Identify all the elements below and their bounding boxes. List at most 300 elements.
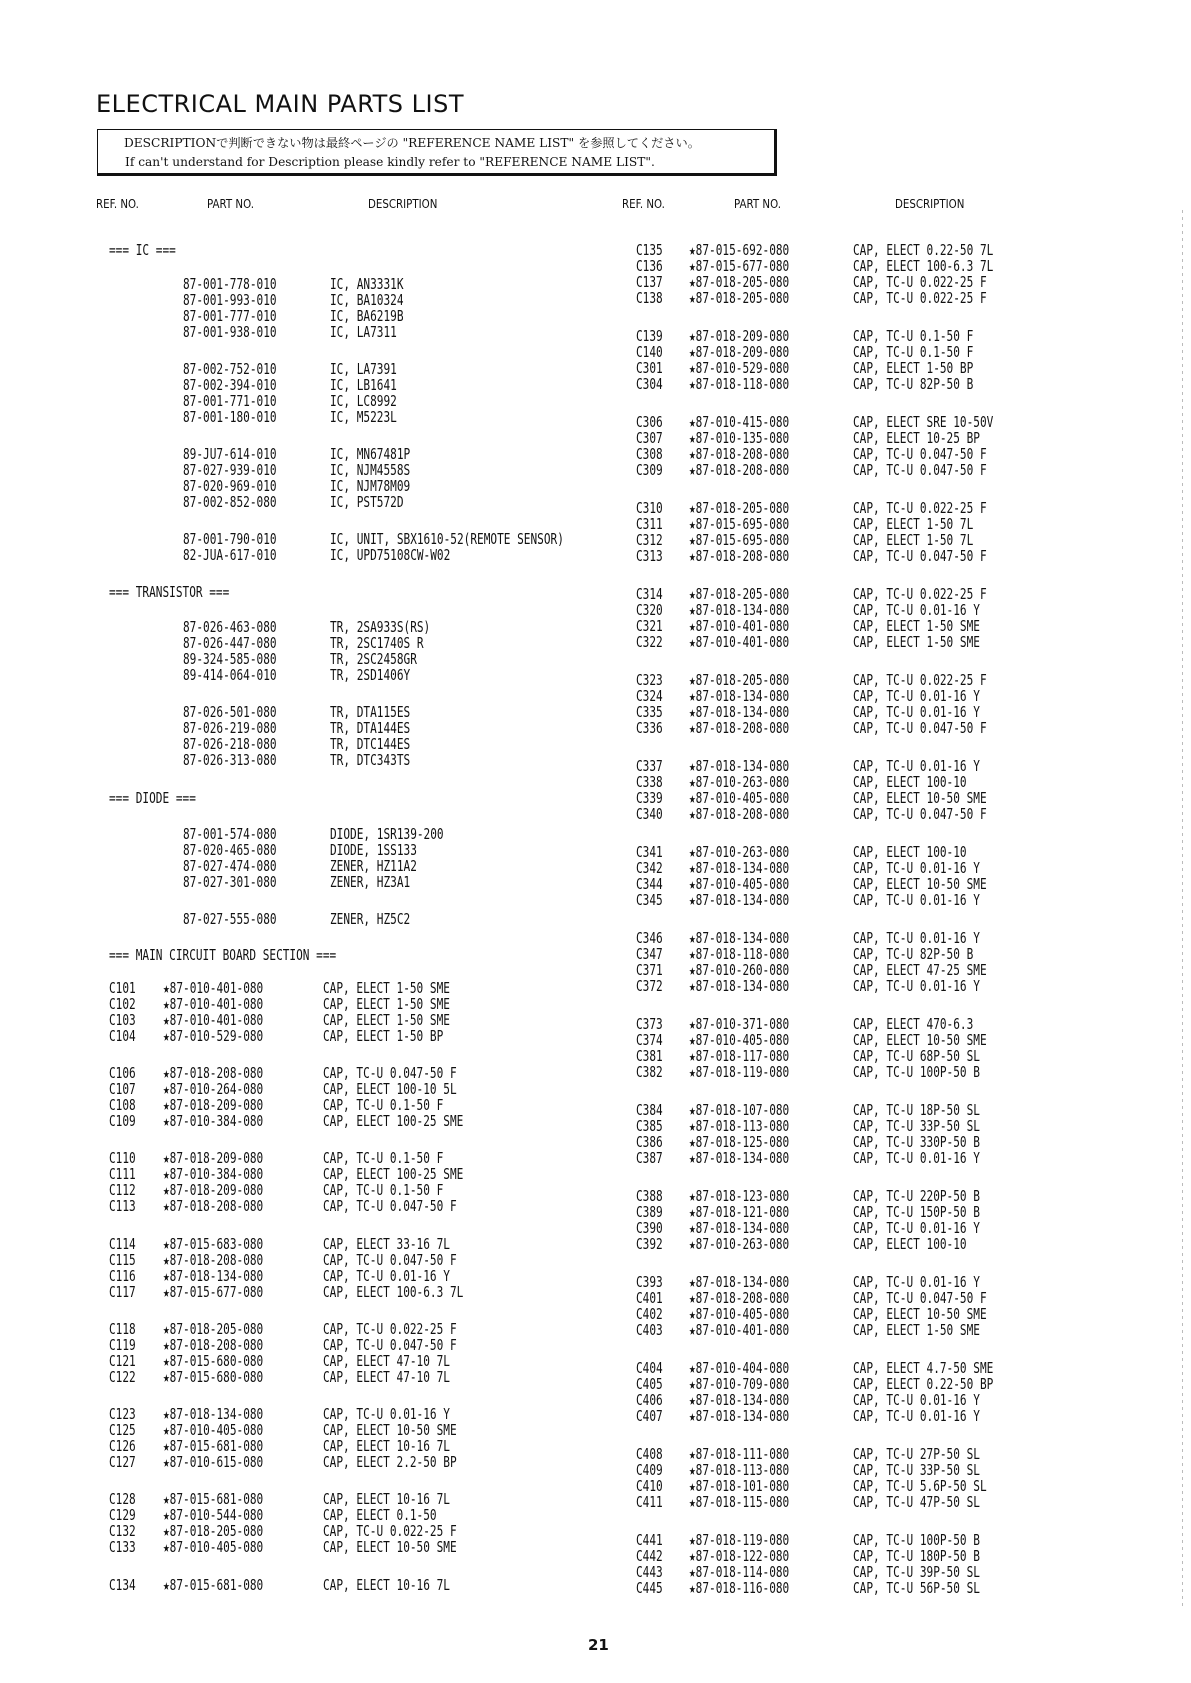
part-no: ★87-010-404-080 [689, 1359, 790, 1377]
part-no: ★87-015-683-080 [163, 1235, 264, 1253]
part-no: 87-020-969-010 [183, 477, 277, 495]
description: CAP, TC-U 68P-50 SL [853, 1047, 980, 1065]
description: CAP, ELECT 10-50 SME [853, 1305, 987, 1323]
description: CAP, TC-U 0.047-50 F [853, 719, 987, 737]
ref-no: C411 [636, 1493, 663, 1511]
part-no: ★87-018-118-080 [689, 375, 790, 393]
description: CAP, TC-U 47P-50 SL [853, 1493, 980, 1511]
description: CAP, TC-U 0.022-25 F [323, 1522, 457, 1540]
ref-no: C372 [636, 977, 663, 995]
part-no: ★87-018-123-080 [689, 1187, 790, 1205]
ref-no: C311 [636, 515, 663, 533]
ref-no: C386 [636, 1133, 663, 1151]
part-no: ★87-018-118-080 [689, 945, 790, 963]
ref-no: C314 [636, 585, 663, 603]
description: CAP, TC-U 0.1-50 F [323, 1181, 444, 1199]
part-no: ★87-018-101-080 [689, 1477, 790, 1495]
ref-no: C112 [109, 1181, 136, 1199]
part-no: ★87-018-134-080 [689, 601, 790, 619]
description: CAP, TC-U 0.01-16 Y [853, 1391, 980, 1409]
part-no: ★87-018-205-080 [689, 273, 790, 291]
ref-no: C103 [109, 1011, 136, 1029]
ref-no: C125 [109, 1421, 136, 1439]
description: CAP, TC-U 33P-50 SL [853, 1117, 980, 1135]
part-no: ★87-018-134-080 [689, 1149, 790, 1167]
description: CAP, TC-U 0.1-50 F [323, 1149, 444, 1167]
part-no: ★87-010-263-080 [689, 1235, 790, 1253]
description: CAP, TC-U 0.1-50 F [853, 343, 974, 361]
description: IC, LB1641 [330, 376, 397, 394]
description: CAP, ELECT 47-10 7L [323, 1368, 450, 1386]
description: CAP, ELECT 10-16 7L [323, 1437, 450, 1455]
description: CAP, TC-U 0.047-50 F [853, 805, 987, 823]
description: CAP, TC-U 100P-50 B [853, 1063, 980, 1081]
description: CAP, TC-U 82P-50 B [853, 945, 974, 963]
description: IC, LA7311 [330, 323, 397, 341]
section-heading: === MAIN CIRCUIT BOARD SECTION === [109, 946, 337, 964]
description: CAP, ELECT 10-50 SME [323, 1421, 457, 1439]
part-no: ★87-018-134-080 [689, 891, 790, 909]
description: CAP, ELECT 100-6.3 7L [853, 257, 994, 275]
description: IC, BA6219B [330, 307, 404, 325]
part-no: 87-027-474-080 [183, 857, 277, 875]
part-no: 87-002-852-080 [183, 493, 277, 511]
part-no: ★87-010-371-080 [689, 1015, 790, 1033]
part-no: ★87-018-205-080 [689, 585, 790, 603]
part-no: ★87-018-134-080 [689, 859, 790, 877]
part-no: ★87-018-205-080 [163, 1320, 264, 1338]
description: CAP, TC-U 0.047-50 F [853, 547, 987, 565]
ref-no: C114 [109, 1235, 136, 1253]
ref-no: C106 [109, 1064, 136, 1082]
ref-no: C310 [636, 499, 663, 517]
description: CAP, ELECT 100-25 SME [323, 1112, 464, 1130]
description: CAP, ELECT 4.7-50 SME [853, 1359, 994, 1377]
description: CAP, TC-U 0.047-50 F [323, 1064, 457, 1082]
ref-no: C304 [636, 375, 663, 393]
ref-no: C393 [636, 1273, 663, 1291]
ref-no: C381 [636, 1047, 663, 1065]
part-no: ★87-018-208-080 [689, 445, 790, 463]
description: IC, AN3331K [330, 275, 404, 293]
page-title: ELECTRICAL MAIN PARTS LIST [96, 90, 464, 118]
description: CAP, TC-U 0.01-16 Y [853, 703, 980, 721]
part-no: 87-002-394-010 [183, 376, 277, 394]
description: CAP, ELECT 47-25 SME [853, 961, 987, 979]
ref-no: C116 [109, 1267, 136, 1285]
part-no: 89-414-064-010 [183, 666, 277, 684]
ref-no: C442 [636, 1547, 663, 1565]
part-no: ★87-018-208-080 [163, 1336, 264, 1354]
section-heading: === IC === [109, 241, 176, 259]
description: CAP, ELECT 1-50 SME [853, 633, 980, 651]
description: CAP, TC-U 0.047-50 F [323, 1251, 457, 1269]
part-no: ★87-010-401-080 [163, 979, 264, 997]
part-no: ★87-015-692-080 [689, 241, 790, 259]
description: CAP, ELECT 470-6.3 [853, 1015, 974, 1033]
part-no: ★87-018-134-080 [163, 1405, 264, 1423]
ref-no: C137 [636, 273, 663, 291]
part-no: ★87-018-208-080 [689, 461, 790, 479]
description: CAP, TC-U 0.047-50 F [323, 1336, 457, 1354]
ref-no: C128 [109, 1490, 136, 1508]
part-no: ★87-018-208-080 [163, 1251, 264, 1269]
part-no: 87-026-218-080 [183, 735, 277, 753]
part-no: ★87-015-681-080 [163, 1437, 264, 1455]
description: CAP, ELECT 1-50 SME [853, 1321, 980, 1339]
description: TR, DTC144ES [330, 735, 411, 753]
ref-no: C123 [109, 1405, 136, 1423]
description: CAP, TC-U 0.01-16 Y [853, 1407, 980, 1425]
part-no: 87-001-938-010 [183, 323, 277, 341]
ref-no: C127 [109, 1453, 136, 1471]
part-no: 87-001-790-010 [183, 530, 277, 548]
ref-no: C336 [636, 719, 663, 737]
part-no: 87-001-771-010 [183, 392, 277, 410]
part-no: ★87-018-122-080 [689, 1547, 790, 1565]
description: IC, NJM4558S [330, 461, 411, 479]
description: CAP, ELECT 10-50 SME [853, 789, 987, 807]
ref-no: C320 [636, 601, 663, 619]
ref-no: C301 [636, 359, 663, 377]
right-header-part: PART NO. [734, 196, 782, 211]
description: CAP, ELECT 100-10 [853, 843, 967, 861]
part-no: ★87-010-263-080 [689, 773, 790, 791]
part-no: ★87-010-135-080 [689, 429, 790, 447]
part-no: ★87-018-134-080 [689, 703, 790, 721]
ref-no: C403 [636, 1321, 663, 1339]
part-no: ★87-010-615-080 [163, 1453, 264, 1471]
part-no: ★87-018-117-080 [689, 1047, 790, 1065]
part-no: ★87-018-134-080 [689, 687, 790, 705]
part-no: ★87-018-209-080 [689, 343, 790, 361]
ref-no: C104 [109, 1027, 136, 1045]
description: CAP, ELECT 100-25 SME [323, 1165, 464, 1183]
part-no: 89-JU7-614-010 [183, 445, 277, 463]
ref-no: C445 [636, 1579, 663, 1597]
ref-no: C307 [636, 429, 663, 447]
ref-no: C121 [109, 1352, 136, 1370]
description: TR, 2SD1406Y [330, 666, 411, 684]
part-no: 87-026-501-080 [183, 703, 277, 721]
description: CAP, TC-U 100P-50 B [853, 1531, 980, 1549]
section-heading: === TRANSISTOR === [109, 583, 230, 601]
part-no: ★87-010-401-080 [689, 633, 790, 651]
ref-no: C407 [636, 1407, 663, 1425]
description: CAP, ELECT 1-50 SME [323, 1011, 450, 1029]
part-no: ★87-015-677-080 [163, 1283, 264, 1301]
description: CAP, ELECT 1-50 7L [853, 531, 974, 549]
description: CAP, TC-U 180P-50 B [853, 1547, 980, 1565]
description: TR, DTC343TS [330, 751, 411, 769]
ref-no: C443 [636, 1563, 663, 1581]
description: IC, MN67481P [330, 445, 411, 463]
reference-note-box [97, 129, 777, 176]
ref-no: C382 [636, 1063, 663, 1081]
description: CAP, TC-U 0.047-50 F [853, 461, 987, 479]
part-no: ★87-018-119-080 [689, 1531, 790, 1549]
description: CAP, ELECT 1-50 BP [853, 359, 974, 377]
ref-no: C101 [109, 979, 136, 997]
description: CAP, TC-U 0.01-16 Y [323, 1405, 450, 1423]
description: CAP, ELECT 0.1-50 [323, 1506, 437, 1524]
right-header-ref: REF. NO. [622, 196, 665, 211]
description: CAP, TC-U 330P-50 B [853, 1133, 980, 1151]
part-no: ★87-018-125-080 [689, 1133, 790, 1151]
part-no: ★87-010-405-080 [689, 1305, 790, 1323]
ref-no: C344 [636, 875, 663, 893]
ref-no: C323 [636, 671, 663, 689]
ref-no: C102 [109, 995, 136, 1013]
description: IC, UNIT, SBX1610-52(REMOTE SENSOR) [330, 530, 564, 548]
description: CAP, ELECT 10-16 7L [323, 1490, 450, 1508]
ref-no: C109 [109, 1112, 136, 1130]
part-no: ★87-018-208-080 [689, 805, 790, 823]
description: TR, 2SA933S(RS) [330, 618, 431, 636]
part-no: ★87-010-544-080 [163, 1506, 264, 1524]
left-header-desc: DESCRIPTION [368, 196, 438, 211]
part-no: ★87-010-401-080 [689, 617, 790, 635]
ref-no: C108 [109, 1096, 136, 1114]
part-no: ★87-010-405-080 [163, 1421, 264, 1439]
ref-no: C113 [109, 1197, 136, 1215]
part-no: ★87-018-208-080 [163, 1197, 264, 1215]
part-no: ★87-010-709-080 [689, 1375, 790, 1393]
description: CAP, ELECT 47-10 7L [323, 1352, 450, 1370]
description: CAP, TC-U 0.01-16 Y [853, 757, 980, 775]
part-no: ★87-018-209-080 [163, 1181, 264, 1199]
ref-no: C111 [109, 1165, 136, 1183]
ref-no: C117 [109, 1283, 136, 1301]
description: TR, DTA115ES [330, 703, 411, 721]
ref-no: C401 [636, 1289, 663, 1307]
description: CAP, ELECT 100-10 5L [323, 1080, 457, 1098]
description: CAP, TC-U 0.01-16 Y [853, 929, 980, 947]
ref-no: C405 [636, 1375, 663, 1393]
ref-no: C312 [636, 531, 663, 549]
ref-no: C389 [636, 1203, 663, 1221]
description: CAP, TC-U 0.1-50 F [853, 327, 974, 345]
ref-no: C374 [636, 1031, 663, 1049]
section-heading: === DIODE === [109, 789, 196, 807]
part-no: 87-026-447-080 [183, 634, 277, 652]
part-no: ★87-018-134-080 [163, 1267, 264, 1285]
part-no: ★87-010-263-080 [689, 843, 790, 861]
description: ZENER, HZ11A2 [330, 857, 417, 875]
part-no: 87-001-993-010 [183, 291, 277, 309]
ref-no: C335 [636, 703, 663, 721]
description: CAP, TC-U 0.047-50 F [323, 1197, 457, 1215]
part-no: ★87-018-113-080 [689, 1461, 790, 1479]
part-no: ★87-018-208-080 [163, 1064, 264, 1082]
ref-no: C406 [636, 1391, 663, 1409]
description: CAP, TC-U 39P-50 SL [853, 1563, 980, 1581]
ref-no: C140 [636, 343, 663, 361]
description: CAP, TC-U 27P-50 SL [853, 1445, 980, 1463]
ref-no: C313 [636, 547, 663, 565]
description: CAP, ELECT 100-10 [853, 773, 967, 791]
ref-no: C338 [636, 773, 663, 791]
description: CAP, ELECT 1-50 7L [853, 515, 974, 533]
part-no: ★87-018-111-080 [689, 1445, 790, 1463]
description: CAP, TC-U 0.01-16 Y [853, 687, 980, 705]
ref-no: C133 [109, 1538, 136, 1556]
ref-no: C135 [636, 241, 663, 259]
ref-no: C136 [636, 257, 663, 275]
ref-no: C404 [636, 1359, 663, 1377]
ref-no: C107 [109, 1080, 136, 1098]
part-no: ★87-018-209-080 [689, 327, 790, 345]
description: IC, LA7391 [330, 360, 397, 378]
description: CAP, TC-U 0.022-25 F [853, 273, 987, 291]
part-no: 87-027-301-080 [183, 873, 277, 891]
description: TR, 2SC1740S R [330, 634, 424, 652]
description: CAP, ELECT 33-16 7L [323, 1235, 450, 1253]
left-header-part: PART NO. [207, 196, 255, 211]
description: CAP, TC-U 0.022-25 F [853, 499, 987, 517]
part-no: ★87-010-384-080 [163, 1165, 264, 1183]
part-no: ★87-018-134-080 [689, 1391, 790, 1409]
part-no: ★87-010-405-080 [689, 1031, 790, 1049]
part-no: ★87-010-401-080 [163, 1011, 264, 1029]
description: CAP, TC-U 0.047-50 F [853, 1289, 987, 1307]
part-no: ★87-010-529-080 [163, 1027, 264, 1045]
ref-no: C122 [109, 1368, 136, 1386]
description: CAP, ELECT SRE 10-50V [853, 413, 994, 431]
part-no: 89-324-585-080 [183, 650, 277, 668]
part-no: 87-027-555-080 [183, 910, 277, 928]
part-no: ★87-018-134-080 [689, 1273, 790, 1291]
part-no: ★87-015-680-080 [163, 1352, 264, 1370]
ref-no: C119 [109, 1336, 136, 1354]
description: CAP, TC-U 18P-50 SL [853, 1101, 980, 1119]
description: CAP, TC-U 0.01-16 Y [853, 1273, 980, 1291]
ref-no: C409 [636, 1461, 663, 1479]
ref-no: C388 [636, 1187, 663, 1205]
part-no: 87-026-463-080 [183, 618, 277, 636]
description: IC, M5223L [330, 408, 397, 426]
part-no: 87-027-939-010 [183, 461, 277, 479]
description: CAP, ELECT 10-16 7L [323, 1576, 450, 1594]
part-no: ★87-018-114-080 [689, 1563, 790, 1581]
description: CAP, TC-U 5.6P-50 SL [853, 1477, 987, 1495]
ref-no: C306 [636, 413, 663, 431]
part-no: ★87-018-134-080 [689, 977, 790, 995]
ref-no: C309 [636, 461, 663, 479]
description: CAP, ELECT 10-50 SME [853, 875, 987, 893]
description: IC, NJM78M09 [330, 477, 411, 495]
ref-no: C402 [636, 1305, 663, 1323]
ref-no: C347 [636, 945, 663, 963]
description: CAP, TC-U 220P-50 B [853, 1187, 980, 1205]
ref-no: C384 [636, 1101, 663, 1119]
description: CAP, TC-U 0.01-16 Y [853, 1219, 980, 1237]
right-header-desc: DESCRIPTION [895, 196, 965, 211]
part-no: ★87-018-115-080 [689, 1493, 790, 1511]
ref-no: C308 [636, 445, 663, 463]
ref-no: C371 [636, 961, 663, 979]
description: TR, DTA144ES [330, 719, 411, 737]
description: CAP, TC-U 0.022-25 F [323, 1320, 457, 1338]
part-no: ★87-010-405-080 [689, 875, 790, 893]
description: CAP, ELECT 1-50 BP [323, 1027, 444, 1045]
part-no: ★87-018-208-080 [689, 1289, 790, 1307]
description: CAP, TC-U 150P-50 B [853, 1203, 980, 1221]
description: CAP, TC-U 0.01-16 Y [323, 1267, 450, 1285]
part-no: ★87-018-205-080 [163, 1522, 264, 1540]
part-no: ★87-018-208-080 [689, 547, 790, 565]
part-no: ★87-010-529-080 [689, 359, 790, 377]
description: CAP, TC-U 0.022-25 F [853, 585, 987, 603]
description: CAP, ELECT 1-50 SME [853, 617, 980, 635]
description: CAP, ELECT 10-50 SME [853, 1031, 987, 1049]
ref-no: C110 [109, 1149, 136, 1167]
left-header-ref: REF. NO. [96, 196, 139, 211]
description: CAP, ELECT 0.22-50 BP [853, 1375, 994, 1393]
description: CAP, TC-U 0.1-50 F [323, 1096, 444, 1114]
ref-no: C346 [636, 929, 663, 947]
part-no: ★87-018-205-080 [689, 289, 790, 307]
part-no: ★87-010-405-080 [163, 1538, 264, 1556]
ref-no: C118 [109, 1320, 136, 1338]
ref-no: C408 [636, 1445, 663, 1463]
ref-no: C340 [636, 805, 663, 823]
description: ZENER, HZ3A1 [330, 873, 411, 891]
note-line-japanese: DESCRIPTIONで判断できない物は最終ページの "REFERENCE NAME LIST" を参照してください。 [124, 136, 700, 150]
ref-no: C345 [636, 891, 663, 909]
description: IC, UPD75108CW-W02 [330, 546, 451, 564]
part-no: 87-026-219-080 [183, 719, 277, 737]
part-no: ★87-015-681-080 [163, 1576, 264, 1594]
description: TR, 2SC2458GR [330, 650, 417, 668]
ref-no: C324 [636, 687, 663, 705]
ref-no: C385 [636, 1117, 663, 1135]
ref-no: C126 [109, 1437, 136, 1455]
part-no: ★87-018-205-080 [689, 499, 790, 517]
ref-no: C322 [636, 633, 663, 651]
part-no: ★87-018-107-080 [689, 1101, 790, 1119]
ref-no: C392 [636, 1235, 663, 1253]
description: CAP, ELECT 0.22-50 7L [853, 241, 994, 259]
ref-no: C138 [636, 289, 663, 307]
ref-no: C115 [109, 1251, 136, 1269]
page-number: 21 [588, 1636, 609, 1654]
description: CAP, ELECT 100-6.3 7L [323, 1283, 464, 1301]
description: CAP, TC-U 0.022-25 F [853, 289, 987, 307]
description: CAP, TC-U 82P-50 B [853, 375, 974, 393]
description: CAP, ELECT 100-10 [853, 1235, 967, 1253]
part-no: ★87-018-134-080 [689, 757, 790, 775]
part-no: 82-JUA-617-010 [183, 546, 277, 564]
part-no: ★87-010-264-080 [163, 1080, 264, 1098]
description: ZENER, HZ5C2 [330, 910, 411, 928]
part-no: ★87-018-119-080 [689, 1063, 790, 1081]
part-no: ★87-015-681-080 [163, 1490, 264, 1508]
part-no: ★87-015-695-080 [689, 531, 790, 549]
description: CAP, TC-U 0.01-16 Y [853, 1149, 980, 1167]
description: CAP, TC-U 0.01-16 Y [853, 891, 980, 909]
ref-no: C387 [636, 1149, 663, 1167]
ref-no: C441 [636, 1531, 663, 1549]
part-no: ★87-018-208-080 [689, 719, 790, 737]
description: DIODE, 1SS133 [330, 841, 417, 859]
description: CAP, TC-U 33P-50 SL [853, 1461, 980, 1479]
part-no: 87-026-313-080 [183, 751, 277, 769]
description: CAP, TC-U 0.01-16 Y [853, 977, 980, 995]
description: CAP, TC-U 0.022-25 F [853, 671, 987, 689]
part-no: ★87-018-113-080 [689, 1117, 790, 1135]
ref-no: C139 [636, 327, 663, 345]
